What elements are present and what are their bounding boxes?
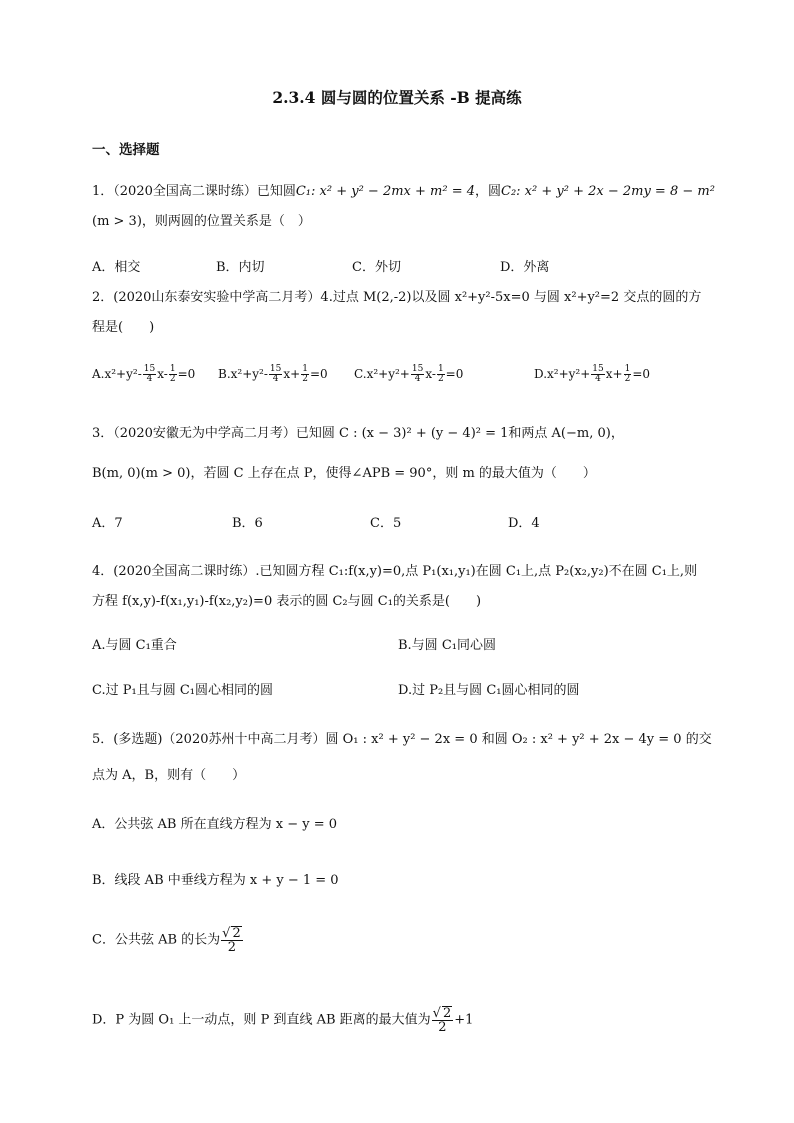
sqrt-radicand: 2 (232, 926, 241, 941)
q5c-text: C．公共弦 AB 的长为 (92, 932, 221, 948)
q4-option-c: C.过 P₁且与圆 C₁圆心相同的圆 (92, 683, 273, 698)
numerator: 15 (411, 364, 424, 374)
question-3-line-2: B(m, 0)(m > 0)，若圆 C 上存在点 P，使得∠APB = 90°，则 m 的最大值为（ ） (92, 466, 596, 481)
q2c-text-2: x- (425, 367, 436, 381)
q2d-text-2: x+ (605, 367, 623, 381)
q2c-text-3: =0 (445, 367, 464, 381)
question-4-line-2: 方程 f(x,y)-f(x₁,y₁)-f(x₂,y₂)=0 表示的圆 C₂与圆 C₁的关系是( ) (92, 594, 482, 609)
q2-option-a (92, 365, 195, 384)
numerator: 15 (269, 364, 282, 374)
question-5-line-2: 点为 A，B，则有（ ） (92, 768, 246, 783)
denominator: 2 (302, 374, 308, 384)
numerator: 1 (169, 364, 176, 374)
q3-option-d: D．4 (508, 516, 540, 531)
page-title: 2.3.4 圆与圆的位置关系 -B 提高练 (272, 88, 522, 107)
q5-option-d (92, 1006, 473, 1034)
q2c-fraction-1-2 (437, 365, 445, 384)
question-3-line-1: 3．（2020安徽无为中学高二月考）已知圆 C : (x − 3)² + (y − 4)² = 1和两点 A(−m, 0)， (92, 426, 624, 441)
q2a-fraction-15-4 (143, 365, 156, 384)
q2d-text-3: =0 (632, 367, 651, 381)
numerator: √ 2 (432, 1006, 452, 1021)
numerator: √ 2 (222, 926, 241, 941)
question-2-line-1: 2．(2020山东泰安实验中学高二月考）4.过点 M(2,-2)以及圆 x²+y²-5x=0 与圆 x²+y²=2 交点的圆的方 (92, 290, 702, 305)
section-heading: 一、选择题 (92, 142, 160, 158)
question-4-line-1: 4．(2020全国高二课时练）.已知圆方程 C₁:f(x,y)=0,点 P₁(x₁,y₁)在圆 C₁上,点 P₂(x₂,y₂)不在圆 C₁上,则 (92, 564, 698, 579)
q2a-text-3: =0 (177, 367, 196, 381)
q2a-fraction-1-2 (169, 365, 177, 384)
denominator: 2 (624, 374, 631, 384)
q2-option-d (534, 365, 650, 384)
denominator: 4 (272, 374, 279, 384)
q1-circle-c2: C₂: x² + y² + 2x − 2my = 8 − m² (501, 184, 715, 199)
sqrt-radicand: 2 (442, 1006, 452, 1021)
q1-circle-c1: C₁: x² + y² − 2mx + m² = 4 (295, 184, 475, 199)
numerator: 15 (592, 364, 604, 374)
q3-option-b: B．6 (232, 516, 263, 531)
q1-option-b: B．内切 (216, 260, 265, 275)
q1-option-c: C．外切 (352, 260, 401, 275)
q5-option-a: A．公共弦 AB 所在直线方程为 x − y = 0 (92, 817, 337, 832)
q5-option-b: B．线段 AB 中垂线方程为 x + y − 1 = 0 (92, 873, 339, 888)
q4-option-d: D.过 P₂且与圆 C₁圆心相同的圆 (398, 683, 580, 698)
q2a-text-1: A.x²+y²- (92, 367, 142, 381)
q2b-fraction-15-4 (269, 365, 282, 384)
q2c-text-1: C.x²+y²+ (354, 367, 410, 381)
q5d-fraction-sqrt2-over-2 (432, 1006, 454, 1034)
q3-option-a: A．7 (92, 516, 123, 531)
q2a-text-2: x- (157, 367, 168, 381)
question-2-line-2: 程是( ) (92, 320, 155, 335)
q2b-text-2: x+ (283, 367, 301, 381)
q1-option-d: D．外离 (500, 260, 550, 275)
q2d-text-1: D.x²+y²+ (534, 367, 591, 381)
q5c-fraction-sqrt2-over-2 (221, 926, 243, 954)
question-5-line-1: 5．(多选题)（2020苏州十中高二月考）圆 O₁ : x² + y² − 2x = 0 和圆 O₂ : x² + y² + 2x − 4y = 0 的交 (92, 732, 712, 747)
q3-option-c: C．5 (370, 516, 402, 531)
q2b-fraction-1-2 (301, 365, 309, 384)
q2c-fraction-15-4 (411, 365, 424, 384)
q2d-fraction-1-2 (624, 365, 632, 384)
q4-option-a: A.与圆 C₁重合 (92, 638, 177, 653)
numerator: 1 (624, 364, 631, 374)
q5-option-c (92, 926, 244, 954)
denominator: 4 (146, 374, 153, 384)
denominator: 2 (437, 374, 444, 384)
question-1-line-1 (92, 180, 715, 199)
q2b-text-1: B.x²+y²- (218, 367, 268, 381)
q4-option-b: B.与圆 C₁同心圆 (398, 638, 496, 653)
question-1-line-2: (m > 3)，则两圆的位置关系是（ ） (92, 214, 311, 229)
q2b-text-3: =0 (309, 367, 328, 381)
numerator: 1 (302, 364, 308, 374)
denominator: 2 (438, 1020, 447, 1035)
numerator: 1 (437, 364, 444, 374)
q2-option-b (218, 365, 328, 384)
denominator: 2 (227, 940, 237, 955)
q1-mid: ，圆 (475, 184, 502, 199)
q5d-plus-one: +1 (454, 1012, 474, 1028)
denominator: 2 (169, 374, 176, 384)
numerator: 15 (143, 364, 156, 374)
q5d-text: D．P 为圆 O₁ 上一动点，则 P 到直线 AB 距离的最大值为 (92, 1012, 431, 1028)
denominator: 4 (595, 374, 601, 384)
q1-prefix: 1．（2020全国高二课时练）已知圆 (92, 184, 296, 199)
q1-option-a: A．相交 (92, 260, 141, 275)
q2-option-c (354, 365, 463, 384)
denominator: 4 (414, 374, 421, 384)
q2d-fraction-15-4 (591, 365, 604, 384)
